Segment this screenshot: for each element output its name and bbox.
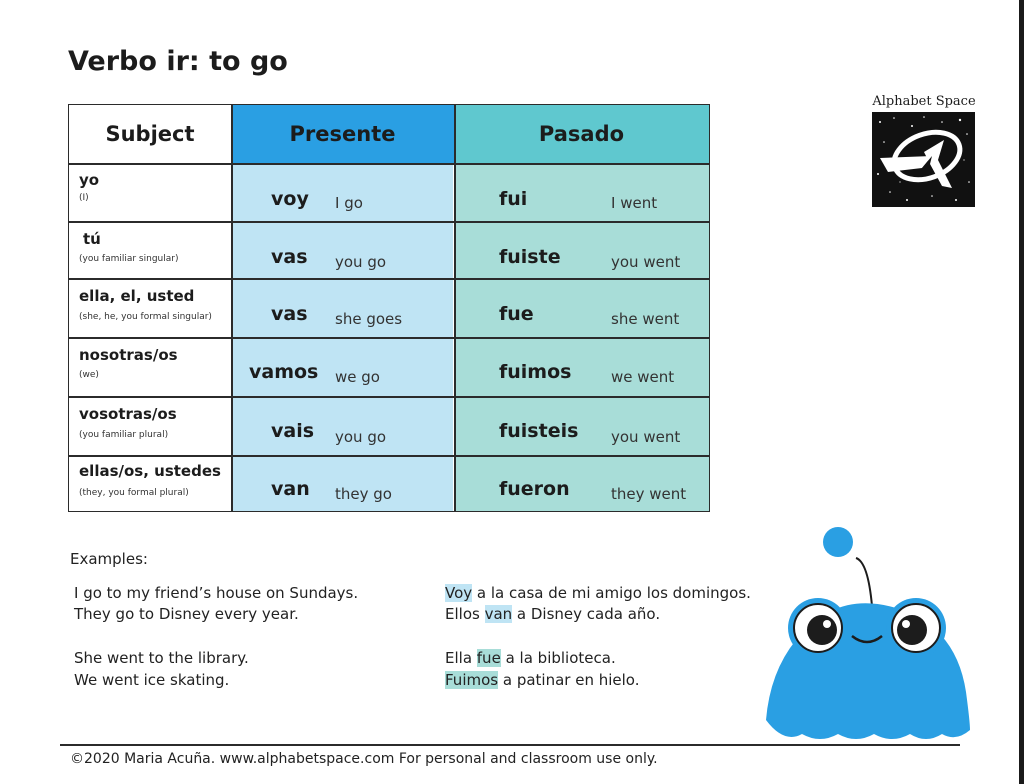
table-row <box>69 456 709 511</box>
header-subject: Subject <box>69 105 231 163</box>
example-text: a Disney cada año. <box>512 605 661 623</box>
presente-verb: vamos <box>249 361 319 383</box>
pasado-verb: fueron <box>499 478 570 500</box>
subject-note: (they, you formal plural) <box>79 488 189 498</box>
table-divider <box>69 455 709 457</box>
table-divider <box>69 396 709 398</box>
subject-label: ellas/os, ustedes <box>79 462 221 480</box>
table-divider <box>454 105 456 511</box>
pasado-translation: we went <box>611 368 675 386</box>
table-row <box>69 338 709 396</box>
subject-label: tú <box>83 230 101 248</box>
example-spanish <box>445 671 639 689</box>
alien-mascot-icon <box>756 522 988 762</box>
table-row <box>69 222 709 278</box>
example-spanish <box>445 605 660 623</box>
header-presente: Presente <box>231 105 454 163</box>
conjugation-table <box>68 104 710 512</box>
example-text: Ella <box>445 649 477 667</box>
pasado-verb: fuiste <box>499 246 561 268</box>
highlighted-verb: van <box>484 605 513 623</box>
highlighted-verb: fue <box>476 649 501 667</box>
highlighted-verb: Fuimos <box>445 671 499 689</box>
example-english: She went to the library. <box>74 649 249 667</box>
pasado-verb: fuisteis <box>499 420 579 442</box>
footer-copyright: ©2020 Maria Acuña. www.alphabetspace.com For personal and classroom use only. <box>70 751 658 767</box>
subject-note: (you familiar plural) <box>79 430 169 440</box>
presente-translation: they go <box>335 485 392 503</box>
table-row <box>69 397 709 455</box>
brand-name: Alphabet Space <box>872 94 976 109</box>
presente-translation: we go <box>335 368 380 386</box>
page-edge-rule <box>1019 0 1024 784</box>
highlighted-verb: Voy <box>445 584 473 602</box>
presente-verb: vais <box>271 420 315 442</box>
example-text: a la casa de mi amigo los domingos. <box>472 584 751 602</box>
pasado-translation: they went <box>611 485 687 503</box>
pasado-translation: I went <box>611 194 658 212</box>
pasado-translation: you went <box>611 253 681 271</box>
example-text: a la biblioteca. <box>500 649 616 667</box>
presente-translation: she goes <box>335 310 403 328</box>
subject-note: (we) <box>79 370 99 380</box>
table-divider <box>69 221 709 223</box>
subject-note: (I) <box>79 193 89 203</box>
pasado-verb: fue <box>499 303 534 325</box>
presente-translation: I go <box>335 194 363 212</box>
example-english: I go to my friend’s house on Sundays. <box>74 584 359 602</box>
presente-translation: you go <box>335 428 387 446</box>
presente-verb: voy <box>271 188 309 210</box>
pasado-verb: fuimos <box>499 361 572 383</box>
example-english: We went ice skating. <box>74 671 230 689</box>
subject-label: ella, el, usted <box>79 287 195 305</box>
page-title: Verbo ir: to go <box>68 46 288 77</box>
examples-heading: Examples: <box>70 550 148 568</box>
table-divider <box>231 105 233 511</box>
presente-verb: vas <box>271 246 308 268</box>
presente-verb: van <box>271 478 310 500</box>
header-pasado: Pasado <box>454 105 709 163</box>
example-english: They go to Disney every year. <box>74 605 299 623</box>
table-row <box>69 163 709 221</box>
footer-divider <box>60 744 960 746</box>
table-divider <box>69 337 709 339</box>
pasado-translation: you went <box>611 428 681 446</box>
presente-verb: vas <box>271 303 308 325</box>
table-row <box>69 279 709 337</box>
pasado-verb: fui <box>499 188 528 210</box>
table-divider <box>69 278 709 280</box>
presente-translation: you go <box>335 253 387 271</box>
subject-label: nosotras/os <box>79 346 178 364</box>
subject-note: (she, he, you formal singular) <box>79 312 212 322</box>
example-spanish <box>445 584 751 602</box>
example-spanish <box>445 649 616 667</box>
rocket-logo-icon <box>872 112 975 207</box>
subject-label: vosotras/os <box>79 405 177 423</box>
subject-note: (you familiar singular) <box>79 254 179 264</box>
table-divider <box>69 163 709 165</box>
subject-label: yo <box>79 171 100 189</box>
example-text: a patinar en hielo. <box>498 671 640 689</box>
pasado-translation: she went <box>611 310 680 328</box>
example-text: Ellos <box>445 605 485 623</box>
